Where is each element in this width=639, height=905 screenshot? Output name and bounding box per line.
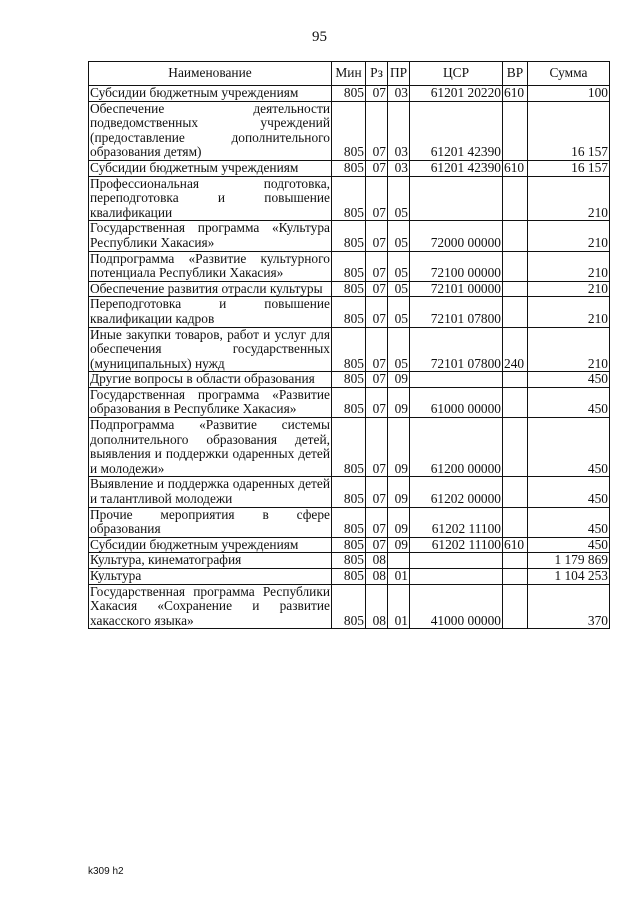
cell-vr: [503, 584, 528, 629]
cell-pr: [388, 553, 410, 569]
cell-min: 805: [332, 176, 366, 221]
cell-sum: 450: [528, 507, 610, 537]
cell-vr: [503, 221, 528, 251]
cell-csr: 61201 42390: [410, 160, 503, 176]
cell-pr: 03: [388, 160, 410, 176]
cell-min: 805: [332, 327, 366, 372]
cell-name: Обеспечение деятельности подведомственных учреждений (предоставление дополнительного образования детям): [90, 100, 330, 160]
cell-pr: 01: [388, 584, 410, 629]
cell-name: Культура, кинематография: [89, 553, 332, 569]
cell-rz: 07: [366, 507, 388, 537]
cell-csr: 61202 11100: [410, 507, 503, 537]
cell-min: 805: [332, 251, 366, 281]
table-row: [89, 477, 610, 507]
cell-vr: 240: [503, 327, 528, 372]
cell-min: 805: [332, 221, 366, 251]
cell-pr: 09: [388, 387, 410, 417]
cell-name: Другие вопросы в области образования: [89, 372, 332, 388]
cell-name: Прочие мероприятия в сфере образования: [90, 506, 330, 537]
cell-rz: 07: [366, 251, 388, 281]
cell-csr: 61201 42390: [410, 101, 503, 160]
cell-sum: 450: [528, 418, 610, 477]
cell-pr: 05: [388, 327, 410, 372]
cell-min: 805: [332, 297, 366, 327]
table-row: [89, 387, 610, 417]
cell-sum: 450: [528, 372, 610, 388]
cell-min: 805: [332, 387, 366, 417]
cell-rz: 08: [366, 553, 388, 569]
cell-rz: 08: [366, 584, 388, 629]
cell-sum: 210: [528, 297, 610, 327]
cell-csr: 41000 00000: [410, 584, 503, 629]
cell-min: 805: [332, 507, 366, 537]
table-row: [89, 507, 610, 537]
cell-rz: 07: [366, 537, 388, 553]
cell-rz: 07: [366, 297, 388, 327]
header-name: Наименование: [89, 62, 332, 86]
cell-sum: 450: [528, 537, 610, 553]
cell-csr: [410, 569, 503, 585]
cell-csr: 72100 00000: [410, 251, 503, 281]
cell-csr: 61000 00000: [410, 387, 503, 417]
cell-sum: 210: [528, 251, 610, 281]
cell-min: 805: [332, 553, 366, 569]
page-number: 95: [312, 29, 327, 45]
table-row: [89, 553, 610, 569]
cell-min: 805: [332, 160, 366, 176]
cell-pr: 03: [388, 86, 410, 102]
cell-pr: 05: [388, 281, 410, 297]
cell-name: Культура: [89, 569, 332, 585]
header-min: Мин: [332, 62, 366, 86]
cell-sum: 1 104 253: [528, 569, 610, 585]
cell-pr: 03: [388, 101, 410, 160]
cell-min: 805: [332, 569, 366, 585]
table-row: [89, 537, 610, 553]
cell-name: Выявление и поддержка одаренных детей и талантливой молодежи: [90, 476, 330, 507]
cell-pr: 09: [388, 372, 410, 388]
cell-rz: 07: [366, 372, 388, 388]
cell-sum: 450: [528, 477, 610, 507]
cell-csr: [410, 553, 503, 569]
cell-min: 805: [332, 477, 366, 507]
cell-vr: [503, 176, 528, 221]
cell-name: Субсидии бюджетным учреждениям: [89, 160, 332, 176]
cell-vr: 610: [503, 537, 528, 553]
cell-pr: 05: [388, 251, 410, 281]
cell-vr: [503, 251, 528, 281]
cell-min: 805: [332, 537, 366, 553]
table-body: [89, 86, 610, 629]
cell-csr: 72101 07800: [410, 297, 503, 327]
cell-sum: 210: [528, 176, 610, 221]
budget-table: [88, 61, 610, 629]
cell-sum: 16 157: [528, 160, 610, 176]
cell-name: Государственная программа «Культура Республики Хакасия»: [90, 220, 330, 250]
cell-name: Подпрограмма «Развитие культурного потенциала Республики Хакасия»: [90, 250, 330, 281]
header-csr: ЦСР: [410, 62, 503, 86]
table-row: [89, 584, 610, 629]
cell-sum: 210: [528, 327, 610, 372]
cell-name: Переподготовка и повышение квалификации кадров: [90, 296, 330, 326]
cell-sum: 210: [528, 281, 610, 297]
table-row: [89, 101, 610, 160]
cell-sum: 210: [528, 221, 610, 251]
table-row: [89, 372, 610, 388]
cell-csr: 72101 00000: [410, 281, 503, 297]
cell-rz: 07: [366, 418, 388, 477]
cell-name: Подпрограмма «Развитие системы дополнительного образования детей, выявления и поддержки одаренных детей и молодежи»: [90, 417, 330, 476]
cell-min: 805: [332, 418, 366, 477]
cell-name: Субсидии бюджетным учреждениям: [89, 537, 332, 553]
footer-code: k309 h2: [88, 866, 124, 877]
table-row: [89, 86, 610, 102]
cell-name: Обеспечение развития отрасли культуры: [89, 281, 332, 297]
cell-pr: 05: [388, 297, 410, 327]
cell-vr: [503, 281, 528, 297]
cell-vr: [503, 387, 528, 417]
cell-rz: 07: [366, 86, 388, 102]
cell-min: 805: [332, 281, 366, 297]
cell-pr: 09: [388, 418, 410, 477]
table-header-row: [89, 62, 610, 86]
cell-pr: 09: [388, 507, 410, 537]
header-sum: Сумма: [528, 62, 610, 86]
table-row: [89, 251, 610, 281]
table-row: [89, 176, 610, 221]
cell-vr: 610: [503, 86, 528, 102]
table-row: [89, 221, 610, 251]
cell-sum: 450: [528, 387, 610, 417]
table-row: [89, 281, 610, 297]
cell-name: Субсидии бюджетным учреждениям: [89, 86, 332, 102]
table-row: [89, 327, 610, 372]
cell-csr: [410, 176, 503, 221]
cell-min: 805: [332, 101, 366, 160]
cell-pr: 05: [388, 221, 410, 251]
cell-csr: 61202 00000: [410, 477, 503, 507]
cell-rz: 07: [366, 281, 388, 297]
cell-csr: 72101 07800: [410, 327, 503, 372]
cell-sum: 370: [528, 584, 610, 629]
cell-vr: [503, 297, 528, 327]
cell-name: Профессиональная подготовка, переподготовка и повышение квалификации: [90, 175, 330, 220]
cell-min: 805: [332, 584, 366, 629]
cell-pr: 05: [388, 176, 410, 221]
cell-min: 805: [332, 372, 366, 388]
header-vr: ВР: [503, 62, 528, 86]
header-rz: Рз: [366, 62, 388, 86]
cell-rz: 07: [366, 327, 388, 372]
table-row: [89, 418, 610, 477]
cell-vr: 610: [503, 160, 528, 176]
cell-csr: 61202 11100: [410, 537, 503, 553]
cell-csr: 72000 00000: [410, 221, 503, 251]
cell-pr: 01: [388, 569, 410, 585]
cell-csr: 61200 00000: [410, 418, 503, 477]
cell-vr: [503, 553, 528, 569]
table-row: [89, 569, 610, 585]
cell-rz: 08: [366, 569, 388, 585]
cell-pr: 09: [388, 537, 410, 553]
cell-sum: 1 179 869: [528, 553, 610, 569]
cell-sum: 16 157: [528, 101, 610, 160]
header-pr: ПР: [388, 62, 410, 86]
cell-pr: 09: [388, 477, 410, 507]
cell-name: Государственная программа Республики Хакасия «Сохранение и развитие хакасского языка»: [90, 583, 330, 628]
cell-name: Государственная программа «Развитие образования в Республике Хакасия»: [90, 386, 330, 417]
cell-rz: 07: [366, 221, 388, 251]
cell-rz: 07: [366, 176, 388, 221]
cell-vr: [503, 507, 528, 537]
cell-vr: [503, 418, 528, 477]
cell-rz: 07: [366, 477, 388, 507]
cell-vr: [503, 477, 528, 507]
cell-min: 805: [332, 86, 366, 102]
cell-rz: 07: [366, 387, 388, 417]
cell-sum: 100: [528, 86, 610, 102]
cell-csr: 61201 20220: [410, 86, 503, 102]
cell-name: Иные закупки товаров, работ и услуг для обеспечения государственных (муниципальных) нужд: [90, 326, 330, 371]
cell-vr: [503, 101, 528, 160]
cell-vr: [503, 372, 528, 388]
cell-csr: [410, 372, 503, 388]
cell-rz: 07: [366, 101, 388, 160]
cell-rz: 07: [366, 160, 388, 176]
cell-vr: [503, 569, 528, 585]
table-row: [89, 160, 610, 176]
table-row: [89, 297, 610, 327]
